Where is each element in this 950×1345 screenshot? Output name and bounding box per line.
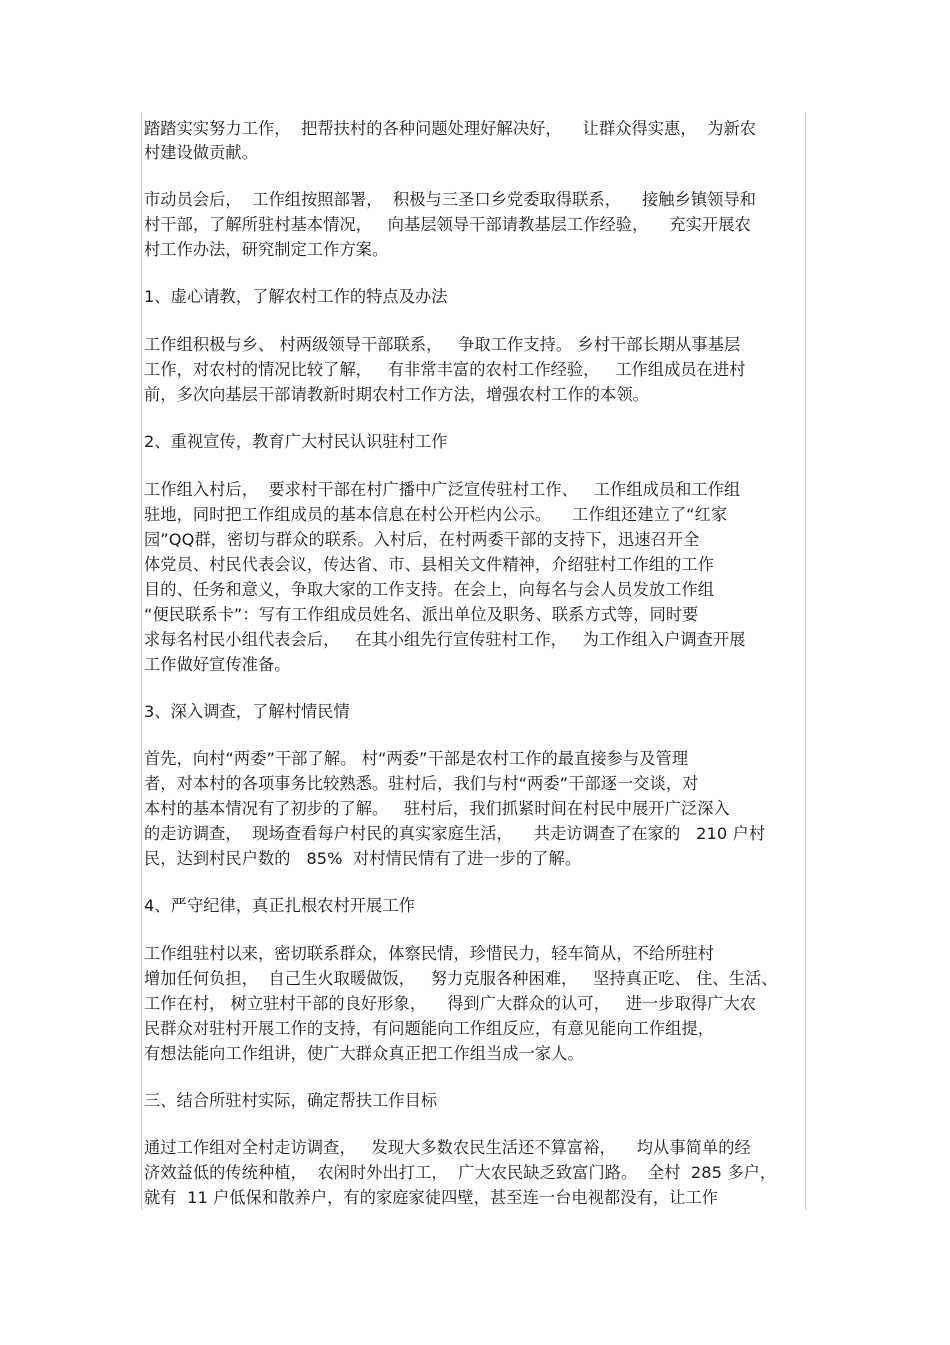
body-line: 的走访调查， 现场查看每户村民的真实家庭生活， 共走访调查了在家的 210 户村 bbox=[144, 824, 766, 843]
body-line: 前，多次向基层干部请教新时期农村工作方法，增强农村工作的本领。 bbox=[144, 385, 649, 404]
body-line: 工作组入村后， 要求村干部在村广播中广泛宣传驻村工作、 工作组成员和工作组 bbox=[144, 480, 741, 499]
body-line: 者，对本村的各项事务比较熟悉。驻村后，我们与村“两委”干部逐一交谈，对 bbox=[144, 774, 699, 793]
body-line: 工作做好宣传准备。 bbox=[144, 655, 291, 674]
body-line: 园”QQ群，密切与群众的联系。入村后，在村两委干部的支持下，迅速召开全 bbox=[144, 530, 700, 549]
body-line: 就有 11 户低保和散养户，有的家庭家徒四壁，甚至连一台电视都没有，让工作 bbox=[144, 1188, 719, 1207]
body-line: 工作组驻村以来，密切联系群众，体察民情，珍惜民力，轻车简从，不给所驻村 bbox=[144, 944, 715, 963]
body-line: 体党员、村民代表会议，传达省、市、县相关文件精神，介绍驻村工作组的工作 bbox=[144, 555, 715, 574]
section-heading: 2、重视宣传，教育广大村民认识驻村工作 bbox=[144, 432, 448, 451]
body-line: 工作，对农村的情况比较了解， 有非常丰富的农村工作经验， 工作组成员在进村 bbox=[144, 360, 746, 379]
section-heading: 三、结合所驻村实际，确定帮扶工作目标 bbox=[144, 1091, 438, 1110]
body-line: 增加任何负担， 自己生火取暖做饭， 努力克服各种困难， 坚持真正吃、 住、生活、 bbox=[144, 969, 778, 988]
body-line: 市动员会后， 工作组按照部署， 积极与三圣口乡党委取得联系， 接触乡镇领导和 bbox=[144, 190, 757, 209]
body-line: 民，达到村民户数的 85% 对村情民情有了进一步的了解。 bbox=[144, 849, 582, 868]
body-line: 有想法能向工作组讲，使广大群众真正把工作组当成一家人。 bbox=[144, 1044, 584, 1063]
body-line: 村建设做贡献。 bbox=[144, 143, 259, 162]
body-line: 村干部，了解所驻村基本情况， 向基层领导干部请教基层工作经验， 充实开展农 bbox=[144, 215, 751, 234]
body-line: 民群众对驻村开展工作的支持，有问题能向工作组反应，有意见能向工作组提， bbox=[144, 1019, 715, 1038]
body-line: 驻地，同时把工作组成员的基本信息在村公开栏内公示。 工作组还建立了“红家 bbox=[144, 505, 728, 524]
section-heading: 1、虚心请教，了解农村工作的特点及办法 bbox=[144, 287, 448, 306]
body-line: “便民联系卡”：写有工作组成员姓名、派出单位及职务、联系方式等，同时要 bbox=[144, 605, 699, 624]
body-line: 首先，向村“两委”干部了解。 村“两委”干部是农村工作的最直接参与及管理 bbox=[144, 749, 689, 768]
body-line: 济效益低的传统种植， 农闲时外出打工， 广大农民缺乏致富门路。 全村 285 多户， bbox=[144, 1163, 777, 1182]
body-line: 本村的基本情况有了初步的了解。 驻村后，我们抓紧时间在村民中展开广泛深入 bbox=[144, 799, 730, 818]
body-line: 村工作办法，研究制定工作方案。 bbox=[144, 240, 389, 259]
body-line: 工作在村， 树立驻村干部的良好形象， 得到广大群众的认可， 进一步取得广大农 bbox=[144, 994, 757, 1013]
section-heading: 3、深入调查，了解村情民情 bbox=[144, 702, 350, 721]
section-heading: 4、严守纪律，真正扎根农村开展工作 bbox=[144, 896, 415, 915]
body-line: 目的、任务和意义，争取大家的工作支持。在会上，向每名与会人员发放工作组 bbox=[144, 580, 715, 599]
body-line: 求每名村民小组代表会后， 在其小组先行宣传驻村工作， 为工作组入户调查开展 bbox=[144, 630, 746, 649]
body-line: 踏踏实实努力工作， 把帮扶村的各种问题处理好解决好， 让群众得实惠， 为新农 bbox=[144, 119, 757, 138]
body-line: 通过工作组对全村走访调查， 发现大多数农民生活还不算富裕， 均从事简单的经 bbox=[144, 1138, 751, 1157]
body-line: 工作组积极与乡、 村两级领导干部联系， 争取工作支持。 乡村干部长期从事基层 bbox=[144, 335, 741, 354]
